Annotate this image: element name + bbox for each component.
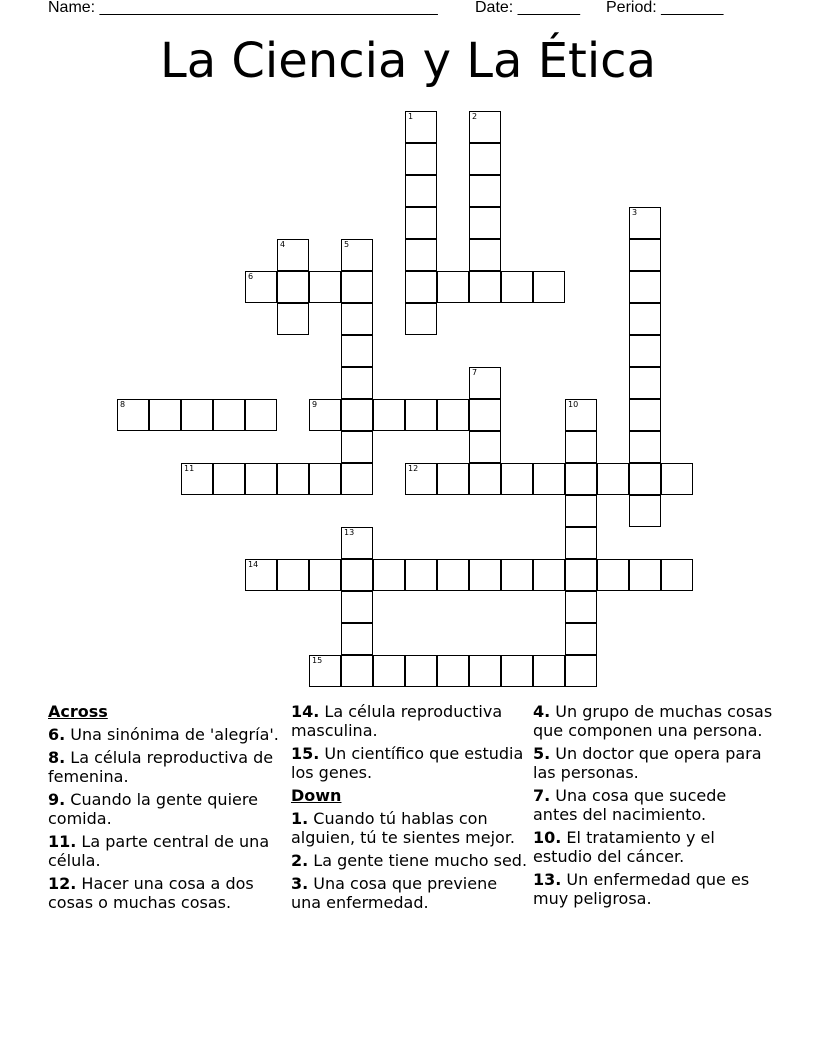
clue-number-label: 8. <box>48 748 66 767</box>
clue-number-label: 2. <box>291 851 309 870</box>
clue-number-label: 7. <box>533 786 551 805</box>
clues-column-3 <box>533 702 773 912</box>
crossword-cell[interactable] <box>629 207 661 239</box>
crossword-cell[interactable] <box>277 303 309 335</box>
crossword-cell[interactable] <box>405 655 437 687</box>
crossword-cell[interactable] <box>341 463 373 495</box>
clue-number: 5 <box>344 240 350 249</box>
clue-item <box>291 874 531 912</box>
clue-item <box>291 702 531 740</box>
crossword-cell[interactable] <box>277 463 309 495</box>
crossword-cell[interactable] <box>469 143 501 175</box>
clue-number: 10 <box>568 400 579 409</box>
clues-column-1 <box>48 702 288 916</box>
crossword-cell[interactable] <box>501 559 533 591</box>
crossword-cell[interactable] <box>565 399 597 431</box>
clue-number-label: 6. <box>48 725 66 744</box>
crossword-cell[interactable] <box>373 655 405 687</box>
clue-item <box>48 790 288 828</box>
crossword-cell[interactable] <box>341 431 373 463</box>
crossword-cell[interactable] <box>405 559 437 591</box>
crossword-cell[interactable] <box>565 463 597 495</box>
crossword-cell[interactable] <box>565 591 597 623</box>
crossword-cell[interactable] <box>629 431 661 463</box>
crossword-cell[interactable] <box>565 527 597 559</box>
clue-number: 15 <box>312 656 323 665</box>
crossword-cell[interactable] <box>341 271 373 303</box>
crossword-cell[interactable] <box>405 175 437 207</box>
crossword-cell[interactable] <box>245 271 277 303</box>
crossword-cell[interactable] <box>501 655 533 687</box>
clue-number: 13 <box>344 528 355 537</box>
clue-text: Un grupo de muchas cosas que componen una persona. <box>533 702 773 740</box>
clue-text: Una sinónima de 'alegría'. <box>65 725 279 744</box>
crossword-cell[interactable] <box>565 431 597 463</box>
clue-text: La gente tiene mucho sed. <box>308 851 528 870</box>
date-line: Date: _______ <box>475 0 580 16</box>
clue-number-label: 5. <box>533 744 551 763</box>
crossword-cell[interactable] <box>661 463 693 495</box>
clue-item <box>48 832 288 870</box>
crossword-cell[interactable] <box>629 463 661 495</box>
clue-text: Cuando tú hablas con alguien, tú te sientes mejor. <box>291 809 516 847</box>
crossword-cell[interactable] <box>341 559 373 591</box>
crossword-cell[interactable] <box>437 399 469 431</box>
clue-item <box>533 702 773 740</box>
clue-text: Cuando la gente quiere comida. <box>48 790 258 828</box>
clue-item <box>291 744 531 782</box>
clue-number: 3 <box>632 208 638 217</box>
crossword-cell[interactable] <box>629 367 661 399</box>
clue-text: Una cosa que sucede antes del nacimiento. <box>533 786 727 824</box>
crossword-cell[interactable] <box>245 463 277 495</box>
clue-item <box>533 744 773 782</box>
crossword-cell[interactable] <box>469 111 501 143</box>
crossword-cell[interactable] <box>245 559 277 591</box>
clue-number: 7 <box>472 368 478 377</box>
clue-number: 2 <box>472 112 478 121</box>
across-heading: Across <box>48 702 108 721</box>
crossword-cell[interactable] <box>277 559 309 591</box>
crossword-cell[interactable] <box>309 655 341 687</box>
clue-number: 8 <box>120 400 126 409</box>
crossword-cell[interactable] <box>405 143 437 175</box>
crossword-cell[interactable] <box>341 303 373 335</box>
crossword-cell[interactable] <box>373 399 405 431</box>
clue-number-label: 10. <box>533 828 562 847</box>
crossword-cell[interactable] <box>437 463 469 495</box>
crossword-cell[interactable] <box>437 559 469 591</box>
crossword-cell[interactable] <box>405 271 437 303</box>
crossword-cell[interactable] <box>341 527 373 559</box>
down-heading: Down <box>291 786 342 805</box>
clue-number: 6 <box>248 272 254 281</box>
clue-number-label: 15. <box>291 744 320 763</box>
crossword-cell[interactable] <box>277 271 309 303</box>
crossword-cell[interactable] <box>373 559 405 591</box>
crossword-cell[interactable] <box>469 239 501 271</box>
crossword-cell[interactable] <box>405 207 437 239</box>
crossword-cell[interactable] <box>629 559 661 591</box>
crossword-cell[interactable] <box>533 655 565 687</box>
clue-number: 11 <box>184 464 195 473</box>
clue-text: Un científico que estudia los genes. <box>291 744 524 782</box>
puzzle-title: La Ciencia y La Ética <box>160 33 656 89</box>
clue-number: 1 <box>408 112 414 121</box>
crossword-cell[interactable] <box>469 399 501 431</box>
clue-number: 4 <box>280 240 286 249</box>
clue-item <box>48 748 288 786</box>
clue-number-label: 9. <box>48 790 66 809</box>
clue-number-label: 14. <box>291 702 320 721</box>
clue-number-label: 3. <box>291 874 309 893</box>
crossword-cell[interactable] <box>405 303 437 335</box>
clue-text: El tratamiento y el estudio del cáncer. <box>533 828 715 866</box>
clue-text: Un enfermedad que es muy peligrosa. <box>533 870 750 908</box>
crossword-cell[interactable] <box>309 399 341 431</box>
crossword-cell[interactable] <box>533 463 565 495</box>
crossword-cell[interactable] <box>629 271 661 303</box>
name-line: Name: ______________________________________ <box>48 0 438 16</box>
crossword-cell[interactable] <box>181 399 213 431</box>
crossword-cell[interactable] <box>341 335 373 367</box>
crossword-cell[interactable] <box>405 463 437 495</box>
crossword-cell[interactable] <box>501 463 533 495</box>
clue-text: Una cosa que previene una enfermedad. <box>291 874 498 912</box>
crossword-cell[interactable] <box>629 239 661 271</box>
crossword-cell[interactable] <box>565 655 597 687</box>
crossword-cell[interactable] <box>341 239 373 271</box>
crossword-cell[interactable] <box>629 399 661 431</box>
crossword-cell[interactable] <box>629 335 661 367</box>
crossword-cell[interactable] <box>437 271 469 303</box>
clues-column-2 <box>291 702 531 916</box>
crossword-cell[interactable] <box>245 399 277 431</box>
crossword-cell[interactable] <box>597 559 629 591</box>
crossword-cell[interactable] <box>117 399 149 431</box>
crossword-cell[interactable] <box>341 591 373 623</box>
crossword-cell[interactable] <box>597 463 629 495</box>
clue-number: 14 <box>248 560 259 569</box>
crossword-cell[interactable] <box>501 271 533 303</box>
clue-text: La parte central de una célula. <box>48 832 270 870</box>
clue-number: 12 <box>408 464 419 473</box>
crossword-cell[interactable] <box>661 559 693 591</box>
clue-item <box>48 874 288 912</box>
crossword-cell[interactable] <box>533 559 565 591</box>
crossword-cell[interactable] <box>181 463 213 495</box>
clue-number: 9 <box>312 400 318 409</box>
crossword-cell[interactable] <box>437 655 469 687</box>
crossword-cell[interactable] <box>565 623 597 655</box>
crossword-cell[interactable] <box>469 175 501 207</box>
crossword-cell[interactable] <box>629 303 661 335</box>
clue-item <box>533 828 773 866</box>
clue-number-label: 12. <box>48 874 77 893</box>
clue-text: Hacer una cosa a dos cosas o muchas cosas. <box>48 874 254 912</box>
crossword-cell[interactable] <box>213 463 245 495</box>
crossword-cell[interactable] <box>405 111 437 143</box>
clue-text: Un doctor que opera para las personas. <box>533 744 762 782</box>
clue-number-label: 11. <box>48 832 77 851</box>
crossword-cell[interactable] <box>469 463 501 495</box>
crossword-cell[interactable] <box>469 271 501 303</box>
crossword-cell[interactable] <box>629 495 661 527</box>
crossword-cell[interactable] <box>405 399 437 431</box>
crossword-cell[interactable] <box>341 367 373 399</box>
crossword-cell[interactable] <box>405 239 437 271</box>
crossword-cell[interactable] <box>565 495 597 527</box>
crossword-cell[interactable] <box>341 623 373 655</box>
crossword-cell[interactable] <box>213 399 245 431</box>
period-line: Period: _______ <box>606 0 724 16</box>
crossword-cell[interactable] <box>341 655 373 687</box>
crossword-cell[interactable] <box>309 463 341 495</box>
crossword-cell[interactable] <box>469 431 501 463</box>
clue-item <box>291 851 531 870</box>
clue-item <box>291 809 531 847</box>
clue-number-label: 4. <box>533 702 551 721</box>
crossword-cell[interactable] <box>341 399 373 431</box>
crossword-cell[interactable] <box>309 559 341 591</box>
clue-item <box>533 870 773 908</box>
crossword-cell[interactable] <box>469 655 501 687</box>
crossword-cell[interactable] <box>469 207 501 239</box>
crossword-cell[interactable] <box>149 399 181 431</box>
clue-item <box>48 725 288 744</box>
clue-text: La célula reproductiva de femenina. <box>48 748 274 786</box>
crossword-cell[interactable] <box>309 271 341 303</box>
crossword-cell[interactable] <box>469 559 501 591</box>
clue-number-label: 13. <box>533 870 562 889</box>
clue-item <box>533 786 773 824</box>
crossword-cell[interactable] <box>277 239 309 271</box>
crossword-cell[interactable] <box>565 559 597 591</box>
clue-number-label: 1. <box>291 809 309 828</box>
crossword-cell[interactable] <box>533 271 565 303</box>
crossword-cell[interactable] <box>469 367 501 399</box>
clue-text: La célula reproductiva masculina. <box>291 702 503 740</box>
